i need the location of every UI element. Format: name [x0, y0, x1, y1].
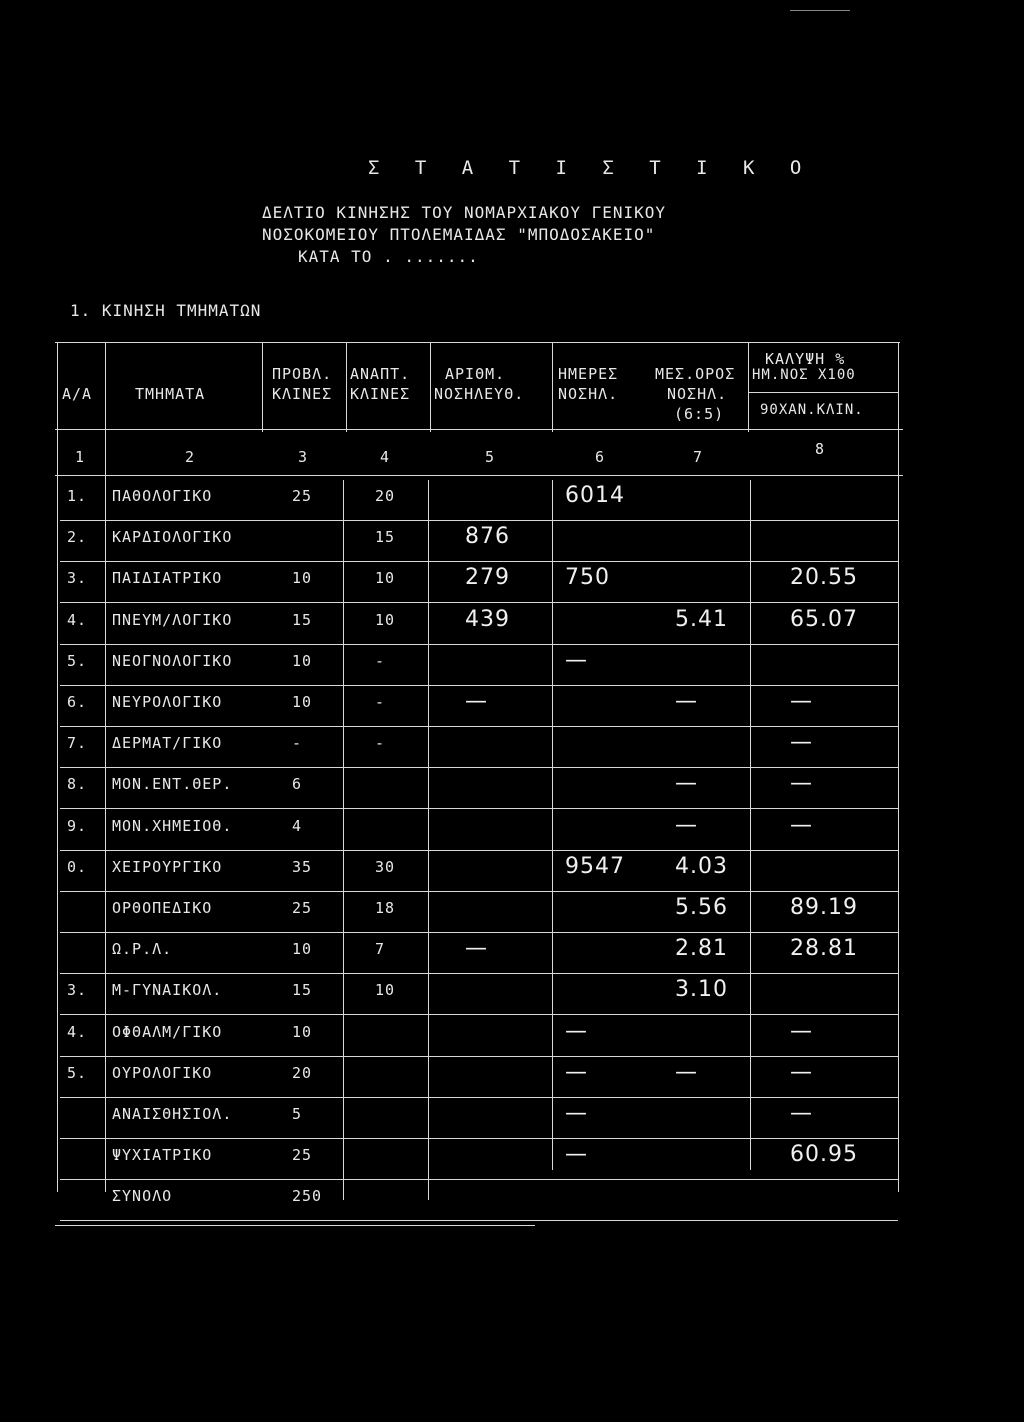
- row-days: 6014: [565, 483, 625, 508]
- row-number: 4.: [67, 1023, 88, 1041]
- row-number: 8.: [67, 775, 88, 793]
- row-department: ΠΑΘΟΛΟΓΙΚΟ: [112, 487, 213, 505]
- row-avg-stay: 4.03: [675, 854, 728, 879]
- header-mes-2: ΝΟΣΗΛ.: [667, 385, 728, 403]
- row-divider: [60, 1179, 898, 1180]
- row-provl-beds: 10: [292, 569, 313, 587]
- row-provl-beds: 10: [292, 693, 313, 711]
- row-patients: —: [465, 936, 488, 961]
- row-avg-stay: —: [675, 689, 698, 714]
- row-provl-beds: 10: [292, 1023, 313, 1041]
- colnum-4: 4: [380, 448, 391, 466]
- row-number: 2.: [67, 528, 88, 546]
- row-patients: 279: [465, 565, 510, 590]
- row-coverage: —: [790, 1019, 813, 1044]
- row-avg-stay: —: [675, 1060, 698, 1085]
- row-department: ΟΥΡΟΛΟΓΙΚΟ: [112, 1064, 213, 1082]
- row-anapt-beds: 18: [375, 899, 396, 917]
- row-patients: 439: [465, 607, 510, 632]
- row-provl-beds: 4: [292, 817, 303, 835]
- row-department: ΠΝΕΥΜ/ΛΟΓΙΚΟ: [112, 611, 233, 629]
- top-rule: [790, 10, 850, 11]
- row-department: ΜΟΝ.ΧΗΜΕΙΟΘ.: [112, 817, 233, 835]
- row-divider: [60, 1138, 898, 1139]
- row-department: ΟΦΘΑΛΜ/ΓΙΚΟ: [112, 1023, 223, 1041]
- row-days: —: [565, 1019, 588, 1044]
- row-provl-beds: 25: [292, 1146, 313, 1164]
- row-days: —: [565, 648, 588, 673]
- row-department: ΑΝΑΙΣΘΗΣΙΟΛ.: [112, 1105, 233, 1123]
- subtitle-line-1: ΔΕΛΤΙΟ ΚΙΝΗΣΗΣ ΤΟΥ ΝΟΜΑΡΧΙΑΚΟΥ ΓΕΝΙΚΟΥ: [262, 203, 667, 222]
- row-divider: [60, 1097, 898, 1098]
- row-provl-beds: 20: [292, 1064, 313, 1082]
- header-kal-2: ΗΜ.ΝΟΣ Χ100: [752, 367, 856, 383]
- header-anapt-1: ΑΝΑΠΤ.: [350, 365, 411, 383]
- row-days: 9547: [565, 854, 625, 879]
- row-department: ΟΡΘΟΠΕΔΙΚΟ: [112, 899, 213, 917]
- row-number: 4.: [67, 611, 88, 629]
- row-divider: [60, 1014, 898, 1015]
- row-coverage: 65.07: [790, 607, 858, 632]
- row-provl-beds: -: [292, 734, 303, 752]
- row-anapt-beds: 10: [375, 611, 396, 629]
- row-anapt-beds: 20: [375, 487, 396, 505]
- row-divider: [60, 602, 898, 603]
- row-coverage: 20.55: [790, 565, 858, 590]
- row-days: —: [565, 1060, 588, 1085]
- colnum-8: 8: [815, 440, 826, 458]
- row-coverage: —: [790, 730, 813, 755]
- row-department: ΨΥΧΙΑΤΡΙΚΟ: [112, 1146, 213, 1164]
- row-number: 5.: [67, 652, 88, 670]
- colnum-5: 5: [485, 448, 496, 466]
- doc-title: Σ Τ Α Τ Ι Σ Τ Ι Κ Ο: [368, 157, 814, 179]
- row-coverage: —: [790, 813, 813, 838]
- row-divider: [60, 932, 898, 933]
- row-divider: [60, 561, 898, 562]
- row-avg-stay: 5.56: [675, 895, 728, 920]
- header-provl-2: ΚΛΙΝΕΣ: [272, 385, 333, 403]
- row-provl-beds: 10: [292, 652, 313, 670]
- row-department: ΧΕΙΡΟΥΡΓΙΚΟ: [112, 858, 223, 876]
- row-number: 3.: [67, 569, 88, 587]
- header-tmimata: ΤΜΗΜΑΤΑ: [135, 385, 206, 403]
- row-coverage: 60.95: [790, 1142, 858, 1167]
- row-department: ΝΕΟΓΝΟΛΟΓΙΚΟ: [112, 652, 233, 670]
- row-number: 0.: [67, 858, 88, 876]
- row-avg-stay: 2.81: [675, 936, 728, 961]
- row-divider: [60, 685, 898, 686]
- colnum-7: 7: [693, 448, 704, 466]
- colnum-6: 6: [595, 448, 606, 466]
- header-arith-1: ΑΡΙΘΜ.: [445, 365, 506, 383]
- row-anapt-beds: -: [375, 693, 386, 711]
- row-anapt-beds: -: [375, 734, 386, 752]
- row-divider: [60, 1056, 898, 1057]
- row-divider: [60, 726, 898, 727]
- row-anapt-beds: 10: [375, 981, 396, 999]
- row-anapt-beds: 15: [375, 528, 396, 546]
- row-divider: [60, 767, 898, 768]
- row-patients: —: [465, 689, 488, 714]
- header-mes-1: ΜΕΣ.ΟΡΟΣ: [655, 365, 736, 383]
- row-number: 9.: [67, 817, 88, 835]
- row-avg-stay: 3.10: [675, 977, 728, 1002]
- row-coverage: —: [790, 1101, 813, 1126]
- header-kal-1: ΚΑΛΥΨΗ %: [765, 350, 846, 368]
- subtitle-line-2: ΝΟΣΟΚΟΜΕΙΟΥ ΠΤΟΛΕΜΑΙΔΑΣ "ΜΠΟΔΟΣΑΚΕΙΟ": [262, 225, 656, 244]
- row-coverage: —: [790, 771, 813, 796]
- header-provl-1: ΠΡΟΒΛ.: [272, 365, 333, 383]
- row-avg-stay: —: [675, 771, 698, 796]
- header-arith-2: ΝΟΣΗΛΕΥΘ.: [434, 385, 525, 403]
- row-provl-beds: 5: [292, 1105, 303, 1123]
- row-provl-beds: 15: [292, 981, 313, 999]
- row-number: 3.: [67, 981, 88, 999]
- row-department: ΔΕΡΜΑΤ/ΓΙΚΟ: [112, 734, 223, 752]
- row-provl-beds: 250: [292, 1187, 323, 1205]
- section-heading: 1. ΚΙΝΗΣΗ ΤΜΗΜΑΤΩΝ: [70, 301, 262, 320]
- row-department: Ω.Ρ.Λ.: [112, 940, 173, 958]
- row-department: ΜΟΝ.ΕΝΤ.ΘΕΡ.: [112, 775, 233, 793]
- row-patients: 876: [465, 524, 510, 549]
- row-divider: [60, 850, 898, 851]
- header-anapt-2: ΚΛΙΝΕΣ: [350, 385, 411, 403]
- row-number: 6.: [67, 693, 88, 711]
- colnum-1: 1: [75, 448, 86, 466]
- header-imeres-2: ΝΟΣΗΛ.: [558, 385, 619, 403]
- row-number: 1.: [67, 487, 88, 505]
- row-divider: [60, 973, 898, 974]
- row-coverage: —: [790, 689, 813, 714]
- row-divider: [60, 808, 898, 809]
- row-department: ΝΕΥΡΟΛΟΓΙΚΟ: [112, 693, 223, 711]
- row-provl-beds: 25: [292, 899, 313, 917]
- row-days: —: [565, 1101, 588, 1126]
- row-provl-beds: 35: [292, 858, 313, 876]
- row-divider: [60, 891, 898, 892]
- row-divider: [60, 520, 898, 521]
- row-divider: [60, 644, 898, 645]
- row-days: —: [565, 1142, 588, 1167]
- row-department: ΣΥΝΟΛΟ: [112, 1187, 173, 1205]
- header-imeres-1: ΗΜΕΡΕΣ: [558, 365, 619, 383]
- row-number: 5.: [67, 1064, 88, 1082]
- row-days: 750: [565, 565, 610, 590]
- row-anapt-beds: 10: [375, 569, 396, 587]
- colnum-3: 3: [298, 448, 309, 466]
- row-department: ΚΑΡΔΙΟΛΟΓΙΚΟ: [112, 528, 233, 546]
- subtitle-line-3: ΚΑΤΑ ΤΟ . .......: [298, 247, 479, 266]
- row-anapt-beds: -: [375, 652, 386, 670]
- row-department: ΠΑΙΔΙΑΤΡΙΚΟ: [112, 569, 223, 587]
- row-provl-beds: 15: [292, 611, 313, 629]
- colnum-2: 2: [185, 448, 196, 466]
- header-mes-3: (6:5): [674, 405, 725, 423]
- row-coverage: 89.19: [790, 895, 858, 920]
- row-department: Μ-ΓΥΝΑΙΚΟΛ.: [112, 981, 223, 999]
- row-anapt-beds: 30: [375, 858, 396, 876]
- row-provl-beds: 10: [292, 940, 313, 958]
- row-anapt-beds: 7: [375, 940, 386, 958]
- row-avg-stay: —: [675, 813, 698, 838]
- row-provl-beds: 25: [292, 487, 313, 505]
- row-coverage: —: [790, 1060, 813, 1085]
- row-number: 7.: [67, 734, 88, 752]
- row-divider: [60, 1220, 898, 1221]
- header-kal-3: 90ΧΑΝ.ΚΛΙΝ.: [760, 402, 864, 418]
- header-aa: Α/Α: [62, 385, 93, 403]
- row-coverage: 28.81: [790, 936, 858, 961]
- row-provl-beds: 6: [292, 775, 303, 793]
- row-avg-stay: 5.41: [675, 607, 728, 632]
